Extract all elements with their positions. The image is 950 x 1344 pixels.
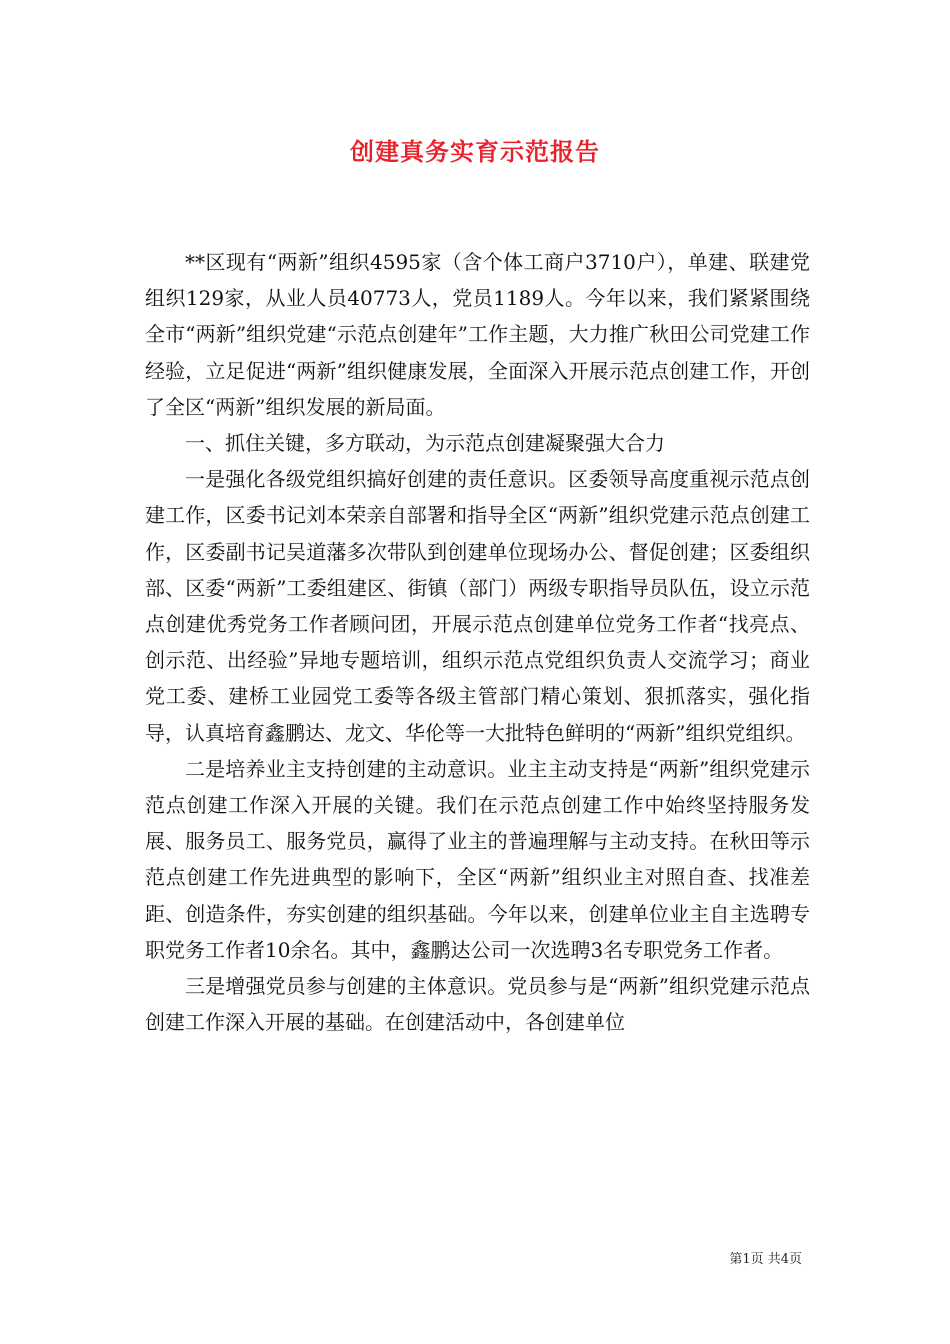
paragraph-point-3: 三是增强党员参与创建的主体意识。党员参与是“两新”组织党建示范点创建工作深入开展的基础。在创建活动中，各创建单位 — [145, 974, 810, 1035]
document-body — [145, 244, 810, 1040]
section-heading: 一、抓住关键，多方联动，为示范点创建凝聚强大合力 — [185, 431, 665, 456]
paragraph-point-2: 二是培养业主支持创建的主动意识。业主主动支持是“两新”组织党建示范点创建工作深入开展的关键。我们在示范点创建工作中始终坚持服务发展、服务员工、服务党员，赢得了业主的普遍理解与主动支持。在秋田等示范点创建工作先进典型的影响下，全区“两新”组织业主对照自查、找准差距、创造条件，夯实创建的组织基础。今年以来，创建单位业主自主选聘专职党务工作者10余名。其中，鑫鹏达公司一次选聘3名专职党务工作者。 — [145, 756, 810, 962]
paragraph-point-1: 一是强化各级党组织搞好创建的责任意识。区委领导高度重视示范点创建工作，区委书记刘本荣亲自部署和指导全区“两新”组织党建示范点创建工作，区委副书记吴道藩多次带队到创建单位现场办公、督促创建；区委组织部、区委“两新”工委组建区、街镇（部门）两级专职指导员队伍，设立示范点创建优秀党务工作者顾问团，开展示范点创建单位党务工作者“找亮点、创示范、出经验”异地专题培训，组织示范点党组织负责人交流学习；商业党工委、建桥工业园党工委等各级主管部门精心策划、狠抓落实，强化指导，认真培育鑫鹏达、龙文、华伦等一大批特色鲜明的“两新”组织党组织。 — [145, 467, 810, 745]
paragraph-intro: **区现有“两新”组织4595家（含个体工商户3710户），单建、联建党组织129家，从业人员40773人，党员1189人。今年以来，我们紧紧围绕全市“两新”组织党建“示范点创建年”工作主题，大力推广秋田公司党建工作经验，立足促进“两新”组织健康发展，全面深入开展示范点创建工作，开创了全区“两新”组织发展的新局面。 — [145, 250, 810, 419]
document-title: 创建真务实育示范报告 — [350, 137, 600, 166]
page-number-footer: 第1页 共4页 — [729, 1252, 802, 1267]
